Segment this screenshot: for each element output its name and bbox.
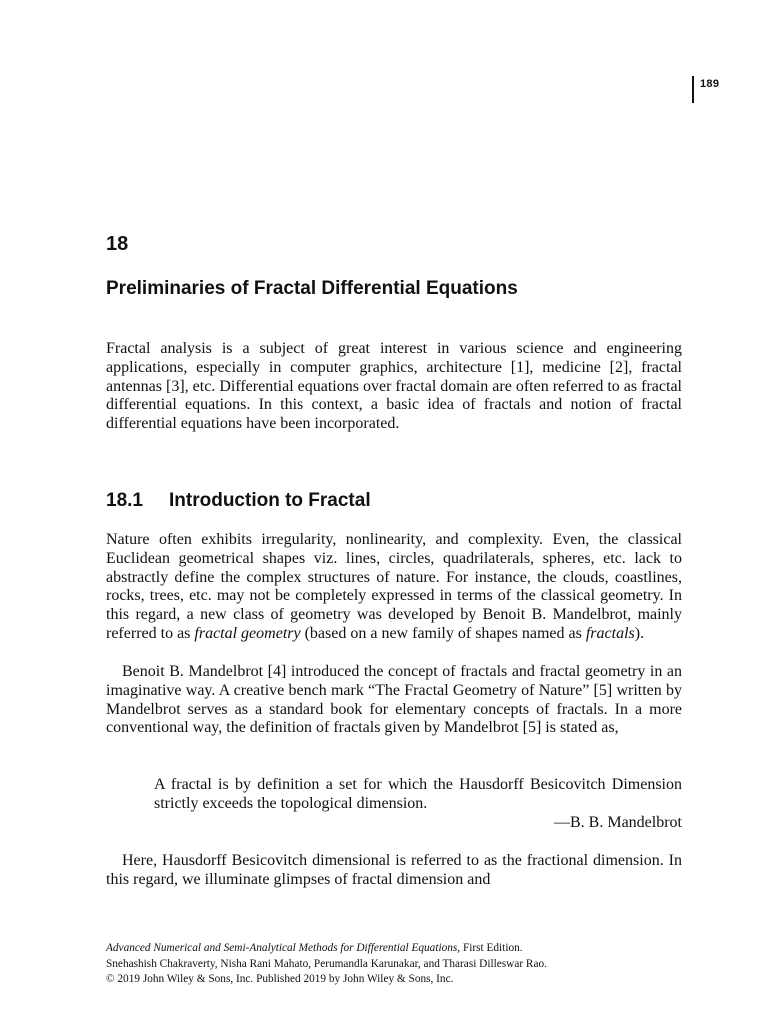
chapter-title: Preliminaries of Fractal Differential Equations [106,278,518,299]
page-number: 189 [700,78,720,90]
footer-copyright: © 2019 John Wiley & Sons, Inc. Published 2019 by John Wiley & Sons, Inc. [106,973,454,985]
intro-paragraph: Fractal analysis is a subject of great interest in various science and engineering applications, especially in computer graphics, architecture [1], medicine [2], fractal antennas [3], etc. Differential equations over fractal domain are often referred to as fractal differential equations. In this context, a basic idea of fractals and notion of fractal differential equations have been incorporated. [106,340,682,433]
section-title: Introduction to Fractal [169,490,371,511]
section-heading [106,490,371,512]
p1-text-c: ). [634,624,645,642]
p1-emphasis-fractal-geometry: fractal geometry [194,624,301,642]
body-paragraph-1 [106,531,682,644]
body-paragraph-2: Benoit B. Mandelbrot [4] introduced the concept of fractals and fractal geometry in an imaginative way. A creative bench mark “The Fractal Geometry of Nature” [5] written by Mandelbrot serves as a standard book for elementary concepts of fractals. In a more conventional way, the definition of fractals given by Mandelbrot [5] is stated as, [106,663,682,737]
footer-book-title: Advanced Numerical and Semi-Analytical Methods for Differential Equations, [106,942,461,954]
chapter-number: 18 [106,233,129,255]
block-quote: A fractal is by definition a set for which the Hausdorff Besicovitch Dimension strictly exceeds the topological dimension. [154,776,682,812]
quote-attribution: —B. B. Mandelbrot [554,814,682,831]
section-number: 18.1 [106,490,143,511]
p1-text-a: Nature often exhibits irregularity, nonlinearity, and complexity. Even, the classical Euclidean geometrical shapes viz. lines, circles, quadrilaterals, spheres, etc. lack to abstractly define the complex structures of nature. For instance, the clouds, coastlines, rocks, trees, etc. may not be completely expressed in terms of the classical geometry. In this regard, a new class of geometry was developed by Benoit B. Mandelbrot, mainly referred to as [106,531,682,642]
footer-citation [106,941,706,988]
footer-line-1 [106,941,706,957]
footer-edition: First Edition. [460,942,523,954]
footer-authors: Snehashish Chakraverty, Nisha Rani Mahato, Perumandla Karunakar, and Tharasi Dilleswar Rao. [106,957,547,970]
p1-emphasis-fractals: fractals [585,624,635,642]
body-paragraph-3: Here, Hausdorff Besicovitch dimensional is referred to as the fractional dimension. In this regard, we illuminate glimpses of fractal dimension and [106,852,682,888]
p1-text-b: (based on a new family of shapes named as [300,624,586,642]
page-number-rule [692,76,694,103]
